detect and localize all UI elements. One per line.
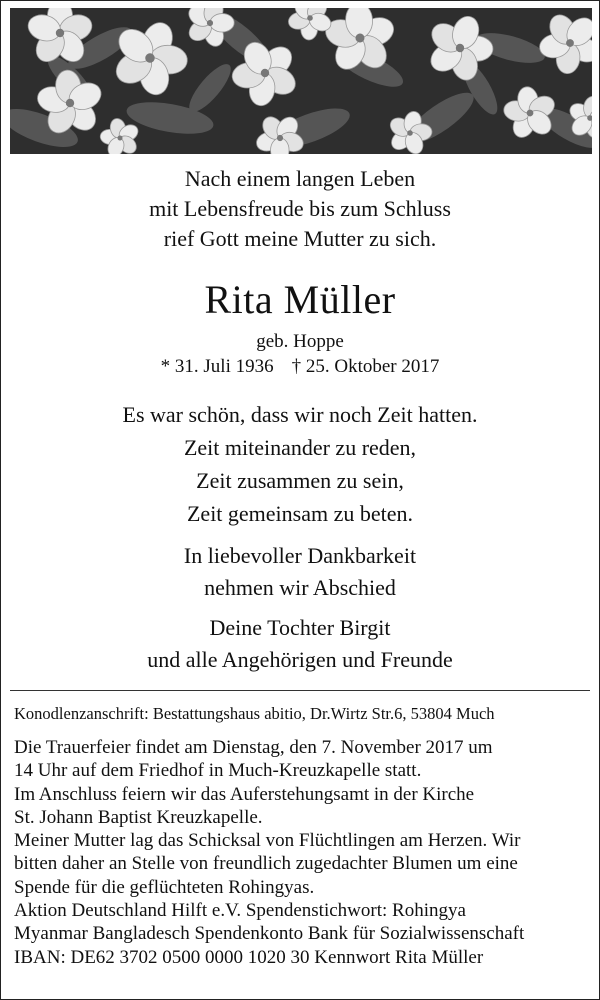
poem	[0, 398, 600, 530]
details-line: Im Anschluss feiern wir das Auferstehungsamt in der Kirche	[14, 783, 475, 805]
deceased-name: Rita Müller	[204, 277, 396, 322]
intro-line: Nach einem langen Leben	[184, 166, 416, 191]
farewell-text	[0, 540, 600, 604]
poem-line: Zeit miteinander zu reden,	[183, 435, 417, 460]
flower-photo-icon	[10, 8, 592, 154]
farewell-line: In liebevoller Dankbarkeit	[183, 543, 417, 568]
details-line: Meiner Mutter lag das Schicksal von Flüchtlingen am Herzen. Wir	[14, 830, 521, 852]
details-line: Aktion Deutschland Hilft e.V. Spendenstichwort: Rohingya	[14, 900, 466, 922]
divider	[10, 690, 590, 691]
details-line: Spende für die geflüchteten Rohingyas.	[14, 876, 315, 898]
maiden-name: geb. Hoppe	[256, 331, 344, 352]
signature-line: und alle Angehörigen und Freunde	[147, 647, 453, 672]
signature	[0, 612, 600, 676]
details-line: bitten daher an Stelle von freundlich zugedachter Blumen um eine	[14, 853, 518, 875]
intro-verse	[0, 164, 600, 254]
birth-date: * 31. Juli 1936	[160, 356, 274, 377]
poem-line: Zeit gemeinsam zu beten.	[186, 501, 414, 526]
condolence-address: Konodlenzanschrift: Bestattungshaus abitio, Dr.Wirtz Str.6, 53804 Much	[14, 704, 495, 723]
ceremony-details	[14, 736, 594, 969]
details-line: 14 Uhr auf dem Friedhof in Much-Kreuzkapelle statt.	[14, 760, 422, 782]
poem-line: Es war schön, dass wir noch Zeit hatten.	[122, 402, 478, 427]
farewell-line: nehmen wir Abschied	[204, 575, 396, 600]
intro-line: mit Lebensfreude bis zum Schluss	[149, 196, 451, 221]
intro-line: rief Gott meine Mutter zu sich.	[163, 226, 437, 251]
details-line: St. Johann Baptist Kreuzkapelle.	[14, 806, 263, 828]
details-line: IBAN: DE62 3702 0500 0000 1020 30 Kennwort Rita Müller	[14, 946, 484, 968]
poem-line: Zeit zusammen zu sein,	[196, 468, 404, 493]
flower-photo	[10, 8, 592, 154]
death-date: † 25. Oktober 2017	[291, 356, 440, 377]
details-line: Myanmar Bangladesch Spendenkonto Bank für Sozialwissenschaft	[14, 923, 525, 945]
life-dates	[0, 354, 600, 380]
signature-line: Deine Tochter Birgit	[209, 615, 391, 640]
details-line: Die Trauerfeier findet am Dienstag, den 7. November 2017 um	[14, 737, 493, 758]
